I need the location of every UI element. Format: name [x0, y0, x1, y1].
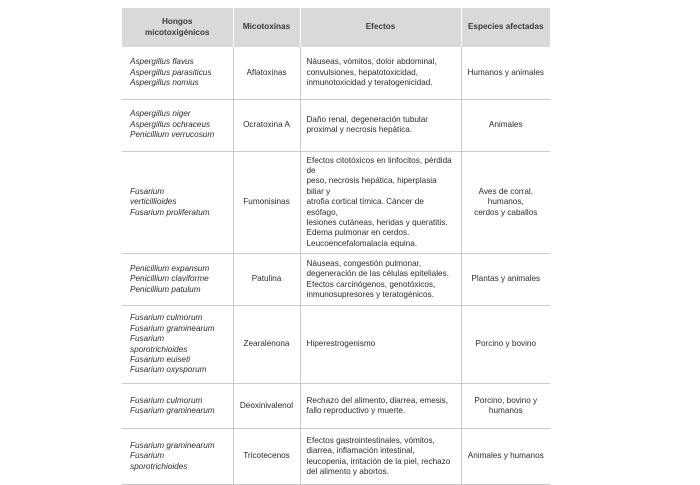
- cell-mycotoxin: Fumonisinas: [233, 151, 300, 254]
- cell-fungi-line: verticillioides: [130, 197, 177, 207]
- cell-species: [461, 47, 550, 99]
- cell-fungi-line: Aspergillus ochraceus: [130, 119, 211, 129]
- cell-fungi-line: Fusarium graminearum: [130, 441, 215, 451]
- mycotoxin-table-container: [122, 8, 550, 485]
- header-fungi-line: micotoxigénicos: [144, 27, 210, 37]
- cell-effects-line: Náuseas, vómitos, dolor abdominal,: [306, 57, 437, 67]
- table-row: [122, 151, 550, 254]
- cell-effects-line: leucopenia, irritación de la piel, rechazo: [306, 456, 451, 466]
- table-row: [122, 306, 550, 384]
- cell-mycotoxin: Ocratoxina A: [233, 99, 300, 151]
- header-fungi: [122, 8, 233, 47]
- cell-effects: [300, 47, 461, 99]
- cell-species-line: Animales y humanos: [467, 451, 544, 461]
- cell-fungi-line: Fusarium culmorum: [130, 313, 203, 323]
- cell-effects: [300, 429, 461, 485]
- table-row: [122, 429, 550, 485]
- cell-effects-line: Náuseas, congestión pulmonar,: [306, 258, 422, 268]
- cell-fungi-line: Fusarium culmorum: [130, 395, 203, 405]
- cell-fungi-line: Fusarium oxysporum: [130, 365, 207, 375]
- cell-mycotoxin: Deoxinivalenol: [233, 384, 300, 429]
- header-species: Especies afectadas: [461, 8, 550, 47]
- table-row: [122, 254, 550, 306]
- cell-fungi: [122, 429, 233, 485]
- table-row: [122, 47, 550, 99]
- cell-fungi: [122, 254, 233, 306]
- cell-mycotoxin: Aflatoxinas: [233, 47, 300, 99]
- cell-fungi-line: Aspergillus nomius: [130, 77, 199, 87]
- table-header-row: [122, 8, 550, 47]
- cell-fungi: [122, 99, 233, 151]
- cell-fungi: [122, 384, 233, 429]
- cell-species: [461, 384, 550, 429]
- cell-species: [461, 254, 550, 306]
- cell-effects-line: Hiperestrogenismo: [306, 339, 376, 349]
- cell-effects-line: Daño renal, degeneración tubular: [306, 114, 429, 124]
- cell-species-line: cerdos y caballos: [474, 207, 538, 217]
- cell-fungi-line: Penicillium expansum: [130, 264, 210, 274]
- cell-effects-line: fallo reproductivo y muerte.: [306, 406, 406, 416]
- cell-species-line: Porcino y bovino: [475, 339, 537, 349]
- cell-effects-line: degeneración de las células epiteliales.: [306, 269, 449, 279]
- cell-effects-line: Edema pulmonar en cerdos.: [306, 228, 410, 238]
- cell-species: [461, 99, 550, 151]
- table-body: [122, 47, 550, 485]
- cell-fungi-line: Fusarium: [130, 451, 165, 461]
- cell-effects-line: inmunosupresores y teratogénicos.: [306, 290, 434, 300]
- cell-species-line: Animales: [488, 119, 523, 129]
- cell-effects-line: del alimento y abortos.: [306, 467, 389, 477]
- cell-mycotoxin: Tricotecenos: [233, 429, 300, 485]
- cell-fungi-line: Fusarium graminearum: [130, 406, 215, 416]
- cell-effects: [300, 99, 461, 151]
- cell-fungi-line: Penicillium patulum: [130, 284, 201, 294]
- cell-effects-line: Leucoencefalomalacia equina.: [306, 238, 418, 248]
- cell-species: [461, 306, 550, 384]
- cell-fungi-line: sporotrichioides: [130, 344, 188, 354]
- cell-fungi-line: Fusarium graminearum: [130, 323, 215, 333]
- cell-effects-line: diarrea, inflamación intestinal,: [306, 446, 415, 456]
- cell-effects-line: proximal y necrosis hepática.: [306, 125, 413, 134]
- header-mycotoxins: Micotoxinas: [233, 8, 300, 47]
- cell-effects-line: lesiones cutáneas, heridas y queratitis.: [306, 217, 448, 227]
- cell-effects-line: atrofia cortical tímica. Cáncer de esófago,: [306, 197, 424, 217]
- cell-effects: [300, 384, 461, 429]
- cell-fungi-line: Aspergillus parasiticus: [130, 67, 212, 77]
- cell-fungi-line: Aspergillus flavus: [130, 57, 194, 67]
- cell-fungi-line: Penicillium verrucosum: [130, 130, 215, 140]
- cell-fungi-line: Penicillium claviforme: [130, 274, 209, 284]
- cell-fungi: [122, 151, 233, 254]
- header-effects: Efectos: [300, 8, 461, 47]
- mycotoxin-table: [122, 8, 550, 485]
- cell-fungi-line: Fusarium: [130, 186, 165, 196]
- cell-effects-line: Efectos gastrointestinales, vómitos,: [306, 435, 435, 445]
- cell-effects-line: peso, necrosis hepática, hiperplasia biliar y: [306, 176, 437, 196]
- cell-species: [461, 429, 550, 485]
- cell-fungi: [122, 306, 233, 384]
- table-row: [122, 384, 550, 429]
- cell-effects: [300, 306, 461, 384]
- cell-species-line: Aves de corral, humanos,: [478, 186, 533, 207]
- cell-effects: [300, 254, 461, 306]
- cell-effects-line: inmunotoxicidad y teratogenicidad.: [306, 77, 433, 87]
- cell-fungi-line: Aspergillus niger: [130, 109, 191, 119]
- cell-fungi-line: Fusarium proliferatum: [130, 207, 210, 217]
- cell-species: [461, 151, 550, 254]
- cell-fungi-line: Fusarium euiseti: [130, 355, 191, 365]
- cell-mycotoxin: Zearalenona: [233, 306, 300, 384]
- cell-effects-line: Efectos citotóxicos en linfocitos, pérdida de: [306, 155, 452, 175]
- cell-species-line: Plantas y animales: [471, 274, 541, 284]
- cell-effects: [300, 151, 461, 254]
- cell-fungi-line: Fusarium: [130, 334, 165, 344]
- cell-mycotoxin: Patulina: [233, 254, 300, 306]
- table-row: [122, 99, 550, 151]
- header-fungi-line: Hongos: [162, 17, 193, 27]
- cell-fungi-line: sporotrichioides: [130, 461, 188, 471]
- cell-species-line: Porcino, bovino y humanos: [474, 395, 538, 416]
- cell-species-line: Humanos y animales: [467, 67, 544, 77]
- cell-effects-line: Efectos carcinógenos, genotóxicos,: [306, 279, 436, 289]
- cell-effects-line: Rechazo del alimento, diarrea, emesis,: [306, 395, 449, 405]
- cell-fungi: [122, 47, 233, 99]
- cell-effects-line: convulsiones, hepatotoxicidad,: [306, 67, 419, 77]
